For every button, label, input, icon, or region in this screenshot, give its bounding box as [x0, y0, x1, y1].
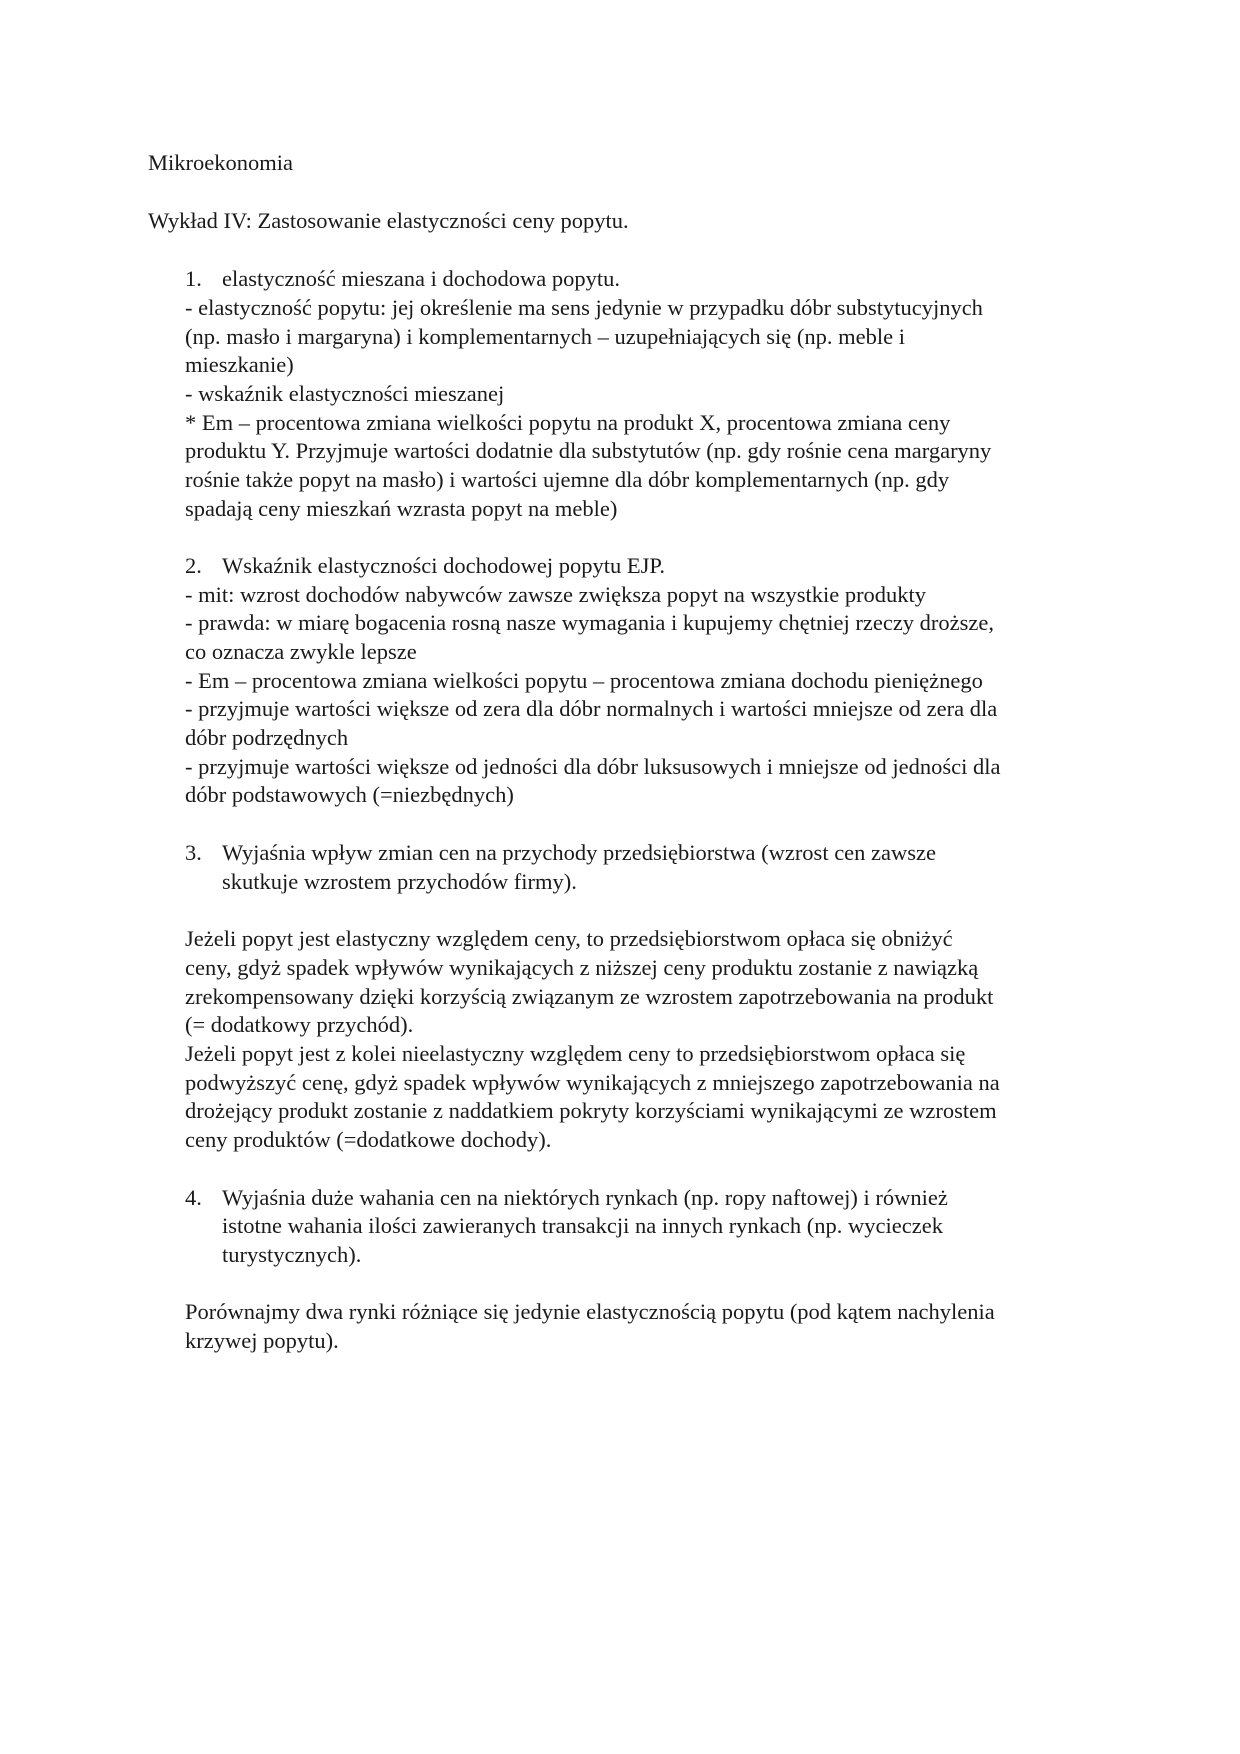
section-1-line: (np. masło i margaryna) i komplementarnych – uzupełniających się (np. meble i — [185, 324, 905, 349]
section-2-line: - przyjmuje wartości większe od zera dla dóbr normalnych i wartości mniejsze od zera dla — [185, 696, 998, 721]
section-3-paragraph-line: Jeżeli popyt jest z kolei nieelastyczny względem ceny to przedsiębiorstwom opłaca się — [185, 1041, 966, 1066]
section-3-paragraph-line: (= dodatkowy przychód). — [185, 1012, 414, 1037]
section-3-paragraph-line: ceny, gdyż spadek wpływów wynikających z niższej ceny produktu zostanie z nawiązką — [185, 955, 979, 980]
section-1-number: 1. — [185, 266, 202, 291]
section-3-number: 3. — [185, 840, 202, 865]
section-1-line: spadają ceny mieszkań wzrasta popyt na meble) — [185, 496, 618, 521]
lecture-subtitle: Wykład IV: Zastosowanie elastyczności ceny popytu. — [148, 208, 629, 233]
section-2-line: - przyjmuje wartości większe od jedności dla dóbr luksusowych i mniejsze od jedności dla — [185, 754, 1001, 779]
section-2-line: - Em – procentowa zmiana wielkości popytu – procentowa zmiana dochodu pieniężnego — [185, 668, 983, 693]
section-1-line: mieszkanie) — [185, 352, 294, 377]
section-4-heading-line: turystycznych). — [222, 1242, 362, 1267]
section-1-line: * Em – procentowa zmiana wielkości popytu na produkt X, procentowa zmiana ceny — [185, 410, 951, 435]
section-3-paragraph-line: drożejący produkt zostanie z naddatkiem pokryty korzyściami wynikającymi ze wzrostem — [185, 1098, 997, 1123]
section-4-heading-line: Wyjaśnia duże wahania cen na niektórych rynkach (np. ropy naftowej) i również — [222, 1185, 948, 1210]
section-2-line: dóbr podstawowych (=niezbędnych) — [185, 782, 514, 807]
section-3-paragraph-line: Jeżeli popyt jest elastyczny względem ceny, to przedsiębiorstwom opłaca się obniżyć — [185, 926, 953, 951]
section-1-line: produktu Y. Przyjmuje wartości dodatnie dla substytutów (np. gdy rośnie cena margaryny — [185, 438, 992, 463]
section-1-line: - wskaźnik elastyczności mieszanej — [185, 381, 505, 406]
section-2-line: - mit: wzrost dochodów nabywców zawsze zwiększa popyt na wszystkie produkty — [185, 582, 927, 607]
section-4-paragraph-line: krzywej popytu). — [185, 1328, 339, 1353]
section-1-line: rośnie także popyt na masło) i wartości ujemne dla dóbr komplementarnych (np. gdy — [185, 467, 950, 492]
section-3-paragraph-line: zrekompensowany dzięki korzyścią związanym ze wzrostem zapotrzebowania na produkt — [185, 984, 994, 1009]
section-2-heading: Wskaźnik elastyczności dochodowej popytu EJP. — [222, 553, 666, 578]
section-3-heading-line: Wyjaśnia wpływ zmian cen na przychody przedsiębiorstwa (wzrost cen zawsze — [222, 840, 936, 865]
section-2-number: 2. — [185, 553, 202, 578]
section-3-paragraph-line: podwyższyć cenę, gdyż spadek wpływów wynikających z mniejszego zapotrzebowania na — [185, 1070, 1000, 1095]
section-3-paragraph-line: ceny produktów (=dodatkowe dochody). — [185, 1127, 552, 1152]
section-2-line: co oznacza zwykle lepsze — [185, 639, 417, 664]
section-4-heading-line: istotne wahania ilości zawieranych transakcji na innych rynkach (np. wycieczek — [222, 1213, 943, 1238]
section-2-line: - prawda: w miarę bogacenia rosną nasze wymagania i kupujemy chętniej rzeczy droższe, — [185, 610, 995, 635]
document-title: Mikroekonomia — [148, 150, 293, 175]
section-1-line: - elastyczność popytu: jej określenie ma sens jedynie w przypadku dóbr substytucyjnych — [185, 295, 983, 320]
section-3-heading-line: skutkuje wzrostem przychodów firmy). — [222, 869, 577, 894]
section-4-number: 4. — [185, 1185, 202, 1210]
section-2-line: dóbr podrzędnych — [185, 725, 349, 750]
section-1-heading: elastyczność mieszana i dochodowa popytu. — [222, 266, 621, 291]
section-4-paragraph-line: Porównajmy dwa rynki różniące się jedynie elastycznością popytu (pod kątem nachylenia — [185, 1299, 995, 1324]
